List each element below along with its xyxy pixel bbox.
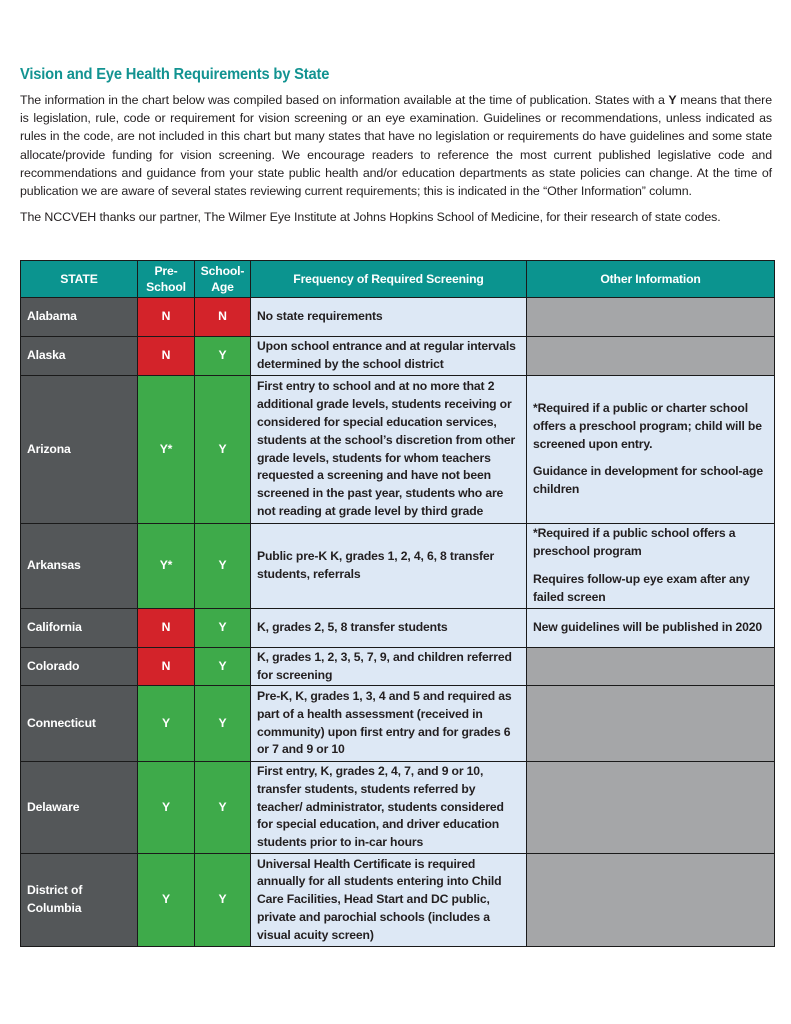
- state-name: Delaware: [21, 762, 138, 854]
- intro-paragraph-1: The information in the chart below was compiled based on information available at the time of publication. States with a Y means that there is legislation, rule, code or requirement for vision screening or an eye examination. Guidelines or recommendations, unless indicated as rules in the code, are not included in this chart but many states that have no legislation or requirements do have guidelines and some state allocate/provide funding for vision screening. We encourage readers to reference the most current published legislative code and recommendations and guidance from your state public health and/or education departments as state policies can change. At the time of publication we are aware of several states reviewing current requirements; this is indicated in the “Other Information” column.: [20, 93, 772, 199]
- screening-frequency: K, grades 2, 5, 8 transfer students: [251, 609, 527, 648]
- state-name: Alabama: [21, 298, 138, 337]
- other-information: [527, 337, 775, 376]
- preschool-status-badge: Y: [138, 762, 195, 854]
- table-row: [21, 686, 775, 762]
- screening-frequency: First entry to school and at no more that 2 additional grade levels, students receiving or considered for special education services, students at the school’s discretion from other grade levels, students for whom teachers requested a screening and have not been screened in the past year, students who are not reading at grade level by third grade: [251, 376, 527, 524]
- state-name: District of Columbia: [21, 854, 138, 947]
- state-name: California: [21, 609, 138, 648]
- other-information-note: New guidelines will be published in 2020: [533, 620, 763, 635]
- requirements-table: [20, 260, 775, 947]
- state-name: Colorado: [21, 648, 138, 686]
- screening-frequency: Pre-K, K, grades 1, 3, 4 and 5 and required as part of a health assessment (received in community) upon first entry and for grades 6 or 7 and 9 or 10: [251, 686, 527, 762]
- preschool-status-badge: N: [138, 648, 195, 686]
- yes-marker: Y: [668, 93, 677, 107]
- other-information: [527, 609, 775, 648]
- screening-frequency: No state requirements: [251, 298, 527, 337]
- screening-frequency: First entry, K, grades 2, 4, 7, and 9 or 10, transfer students, students referred by teacher/ administrator, students considered for special education, and driver education students prior to in-car hours: [251, 762, 527, 854]
- column-header-preschool: Pre- School: [138, 261, 195, 298]
- schoolage-status-badge: Y: [195, 376, 251, 524]
- state-name: Arkansas: [21, 524, 138, 609]
- schoolage-status-badge: N: [195, 298, 251, 337]
- intro-text: [20, 91, 772, 226]
- schoolage-status-badge: Y: [195, 762, 251, 854]
- other-information: [527, 762, 775, 854]
- schoolage-status-badge: Y: [195, 524, 251, 609]
- schoolage-status-badge: Y: [195, 337, 251, 376]
- page-title: Vision and Eye Health Requirements by State: [20, 66, 330, 83]
- other-information: [527, 376, 775, 524]
- preschool-status-badge: Y: [138, 686, 195, 762]
- column-header-schoolage: School- Age: [195, 261, 251, 298]
- schoolage-status-badge: Y: [195, 686, 251, 762]
- preschool-status-badge: Y*: [138, 524, 195, 609]
- column-header-frequency: Frequency of Required Screening: [251, 261, 527, 298]
- other-information: [527, 298, 775, 337]
- intro-paragraph-2: The NCCVEH thanks our partner, The Wilmer Eye Institute at Johns Hopkins School of Medicine, for their research of state codes.: [20, 210, 721, 225]
- other-information-note: *Required if a public or charter school offers a preschool program; child will be screened upon entry.: [533, 401, 762, 451]
- schoolage-status-badge: Y: [195, 648, 251, 686]
- table-row: [21, 376, 775, 524]
- preschool-status-badge: N: [138, 609, 195, 648]
- screening-frequency: Upon school entrance and at regular intervals determined by the school district: [251, 337, 527, 376]
- table-header-row: [21, 261, 775, 298]
- schoolage-status-badge: Y: [195, 609, 251, 648]
- state-name: Alaska: [21, 337, 138, 376]
- table-row: [21, 609, 775, 648]
- table-row: [21, 524, 775, 609]
- preschool-status-badge: Y*: [138, 376, 195, 524]
- other-information: [527, 524, 775, 609]
- table-row: [21, 298, 775, 337]
- table-row: [21, 648, 775, 686]
- preschool-status-badge: N: [138, 337, 195, 376]
- screening-frequency: Universal Health Certificate is required annually for all students entering into Child Care Facilities, Head Start and DC public, private and parochial schools (includes a visual acuity screen): [251, 854, 527, 947]
- other-information: [527, 686, 775, 762]
- column-header-other: Other Information: [527, 261, 775, 298]
- screening-frequency: K, grades 1, 2, 3, 5, 7, 9, and children referred for screening: [251, 648, 527, 686]
- other-information-note: Requires follow-up eye exam after any failed screen: [533, 572, 750, 604]
- other-information: [527, 854, 775, 947]
- table-row: [21, 854, 775, 947]
- other-information: [527, 648, 775, 686]
- column-header-state: STATE: [21, 261, 138, 298]
- other-information-note: Guidance in development for school-age children: [533, 464, 763, 497]
- table-row: [21, 337, 775, 376]
- preschool-status-badge: N: [138, 298, 195, 337]
- preschool-status-badge: Y: [138, 854, 195, 947]
- schoolage-status-badge: Y: [195, 854, 251, 947]
- table-row: [21, 762, 775, 854]
- screening-frequency: Public pre-K K, grades 1, 2, 4, 6, 8 transfer students, referrals: [251, 524, 527, 609]
- state-name: Connecticut: [21, 686, 138, 762]
- other-information-note: *Required if a public school offers a preschool program: [533, 526, 736, 559]
- state-name: Arizona: [21, 376, 138, 524]
